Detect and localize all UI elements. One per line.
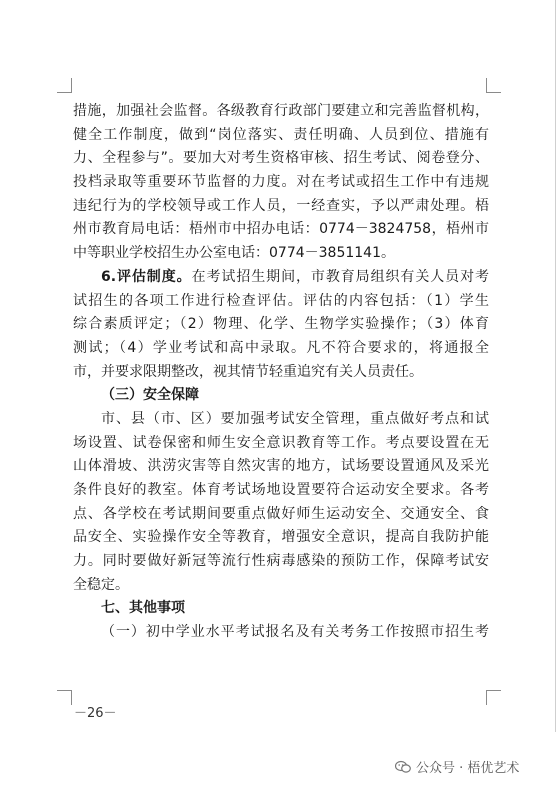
body-line: 市，并要求限期整改，视其情节轻重追究有关人员责任。 <box>73 363 423 380</box>
evaluation-text: 在考试招生期间，市教育局组织有关人员对考 <box>191 268 489 285</box>
wechat-icon <box>395 760 411 774</box>
body-line: 山体滑坡、洪涝灾害等自然灾害的地方，试场要设置通风及采光 <box>73 458 489 475</box>
body-line: 中等职业学校招生办公室电话：0774－3851141。 <box>73 245 395 262</box>
body-line: 全稳定。 <box>73 576 129 593</box>
body-line: （一）初中学业水平考试报名及有关考务工作按照市招生考 <box>101 624 489 641</box>
body-line: 品安全、实验操作安全等教育，增强安全意识，提高自我防护能 <box>73 529 489 546</box>
body-line: 点、各学校在考试期间要重点做好师生运动安全、交通安全、食 <box>73 505 489 522</box>
safety-heading: （三）安全保障 <box>101 387 199 404</box>
watermark-text: 公众号 · 梧优艺术 <box>416 761 520 776</box>
crop-mark-top-left <box>57 78 72 93</box>
evaluation-paragraph-first-line <box>73 266 489 290</box>
crop-mark-bottom-left <box>57 690 72 705</box>
body-line: 健全工作制度，做到“岗位落实、责任明确、人员到位、措施有 <box>73 126 489 143</box>
body-line: 投档录取等重要环节监督的力度。对在考试或招生工作中有违规 <box>73 174 489 191</box>
body-line: 力、全程参与”。要加大对考生资格审核、招生考试、阅卷登分、 <box>73 150 489 167</box>
watermark <box>395 757 519 776</box>
crop-mark-bottom-right <box>486 690 501 705</box>
body-line: 条件良好的教室。体育考试场地设置要符合运动安全要求。各考 <box>73 482 489 498</box>
document-body <box>73 100 489 645</box>
body-line: 测试；（4）学业考试和高中录取。凡不符合要求的，将通报全 <box>73 339 489 356</box>
body-line: 违纪行为的学校领导或工作人员，一经查实，予以严肃处理。梧 <box>73 197 489 214</box>
crop-mark-top-right <box>486 78 501 93</box>
other-matters-heading: 七、其他事项 <box>101 600 185 617</box>
body-line: 州市教育局电话：梧州市中招办电话：0774－3824758，梧州市 <box>73 221 489 238</box>
body-line: 力。同时要做好新冠等流行性病毒感染的预防工作，保障考试安 <box>73 553 489 570</box>
body-line: 市、县（市、区）要加强考试安全管理，重点做好考点和试 <box>101 410 489 427</box>
body-line: 场设置、试卷保密和师生安全意识教育等工作。考点要设置在无 <box>73 434 489 451</box>
body-line: 试招生的各项工作进行检查评估。评估的内容包括：（1）学生 <box>73 292 489 309</box>
body-line: 措施，加强社会监督。各级教育行政部门要建立和完善监督机构， <box>73 103 489 119</box>
page-number: －26－ <box>74 706 117 721</box>
evaluation-heading: 6.评估制度。 <box>101 268 192 285</box>
body-line: 综合素质评定；（2）物理、化学、生物学实验操作；（3）体育 <box>73 316 489 333</box>
